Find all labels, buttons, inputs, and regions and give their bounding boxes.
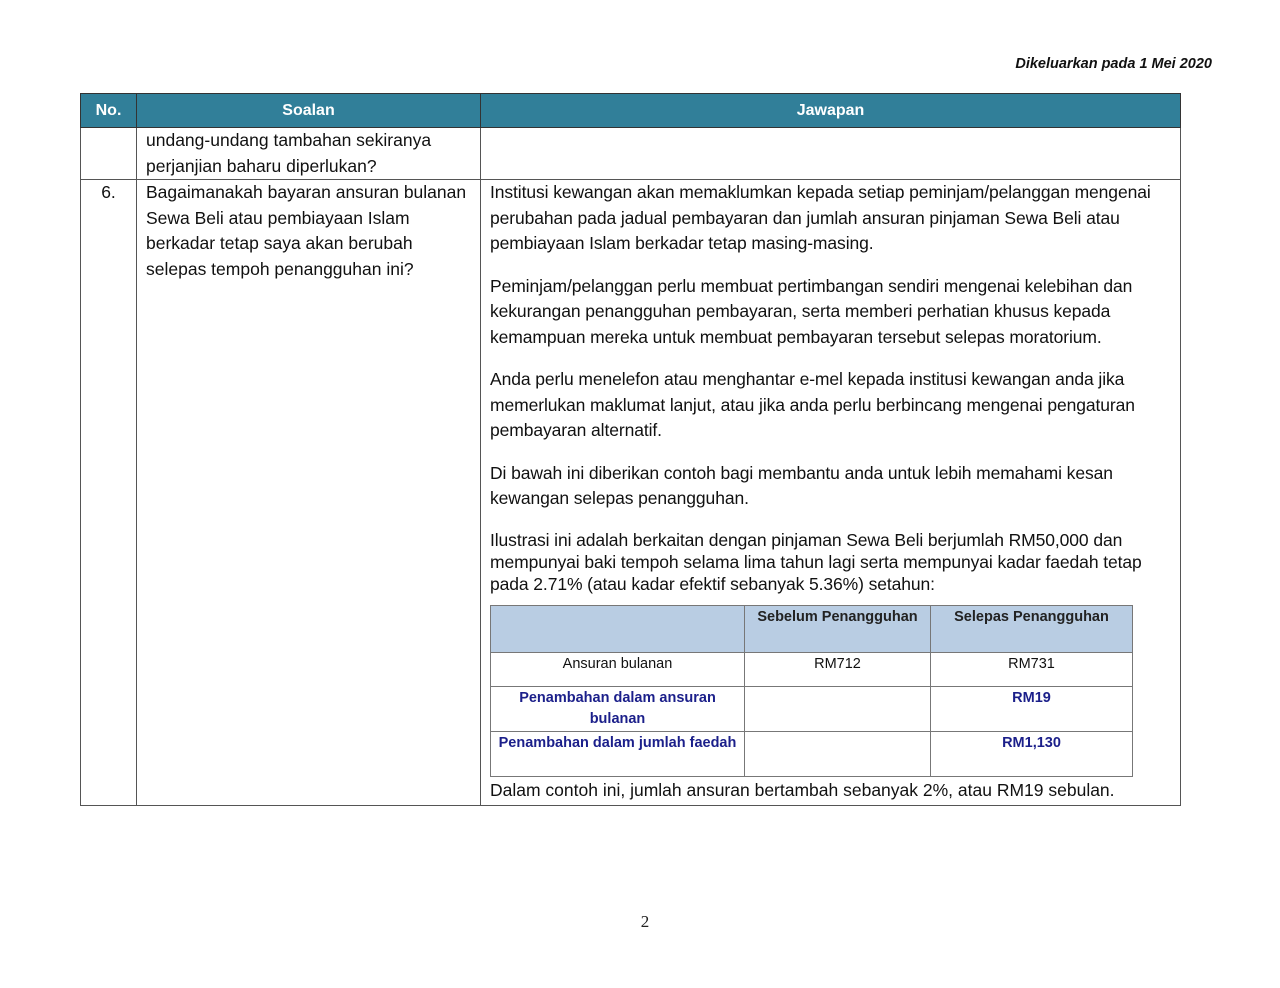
value-before [745,731,931,776]
issued-date: Dikeluarkan pada 1 Mei 2020 [1015,56,1212,72]
column-header-answer: Jawapan [481,94,1181,128]
value-before [745,686,931,731]
illustration-header-after: Selepas Penangguhan [931,605,1133,652]
answer-paragraph: Anda perlu menelefon atau menghantar e-mel kepada institusi kewangan anda jika memerlukan maklumat lanjut, atau jika anda perlu berbincang mengenai pengaturan pembayaran alternatif. [490,369,1135,440]
column-header-no: No. [81,94,137,128]
row-label: Ansuran bulanan [491,652,745,686]
value-after: RM19 [931,686,1133,731]
illustration-header-before: Sebelum Penangguhan [745,605,931,652]
question-text: undang-undang tambahan sekiranya perjanjian baharu diperlukan? [137,128,481,180]
answer-paragraph-illustration-intro: Ilustrasi ini adalah berkaitan dengan pinjaman Sewa Beli berjumlah RM50,000 dan mempunyai baki tempoh selama lima tahun lagi serta mempunyai kadar faedah tetap pada 2.71% (atau kadar efektif sebanyak 5.36%) setahun: [490,529,1142,594]
answer-paragraph: Peminjam/pelanggan perlu membuat pertimbangan sendiri mengenai kelebihan dan kekurangan penangguhan pembayaran, serta memberi perhatian khusus kepada kemampuan mereka untuk membuat pembayaran tersebut selepas moratorium. [490,275,1133,347]
row-number [81,128,137,180]
value-after: RM1,130 [931,731,1133,776]
question-text: Bagaimanakah bayaran ansuran bulanan Sewa Beli atau pembiayaan Islam berkadar tetap saya akan berubah selepas tempoh penangguhan ini? [137,180,481,806]
closing-note: Dalam contoh ini, jumlah ansuran bertambah sebanyak 2%, atau RM19 sebulan. [490,779,1115,800]
column-header-question: Soalan [137,94,481,128]
value-before: RM712 [745,652,931,686]
page-number: 2 [640,912,650,931]
faq-table [80,93,1181,806]
table-header-row [81,94,1181,128]
row-label: Penambahan dalam ansuran bulanan [491,686,745,731]
answer-paragraph: Di bawah ini diberikan contoh bagi membantu anda untuk lebih memahami kesan kewangan selepas penangguhan. [490,462,1113,508]
illustration-header-blank [491,605,745,652]
answer-text [481,128,1181,180]
illustration-row [491,731,1133,776]
illustration-row [491,686,1133,731]
illustration-table [490,605,1133,777]
table-row-continued [81,128,1181,180]
illustration-row [491,652,1133,686]
value-after: RM731 [931,652,1133,686]
row-number: 6. [81,180,137,806]
answer-paragraph: Institusi kewangan akan memaklumkan kepada setiap peminjam/pelanggan mengenai perubahan pada jadual pembayaran dan jumlah ansuran pinjaman Sewa Beli atau pembiayaan Islam berkadar tetap masing-masing. [490,182,1151,253]
answer-cell [481,180,1181,806]
row-label: Penambahan dalam jumlah faedah [491,731,745,776]
table-row-6 [81,180,1181,806]
illustration-header-row [491,605,1133,652]
